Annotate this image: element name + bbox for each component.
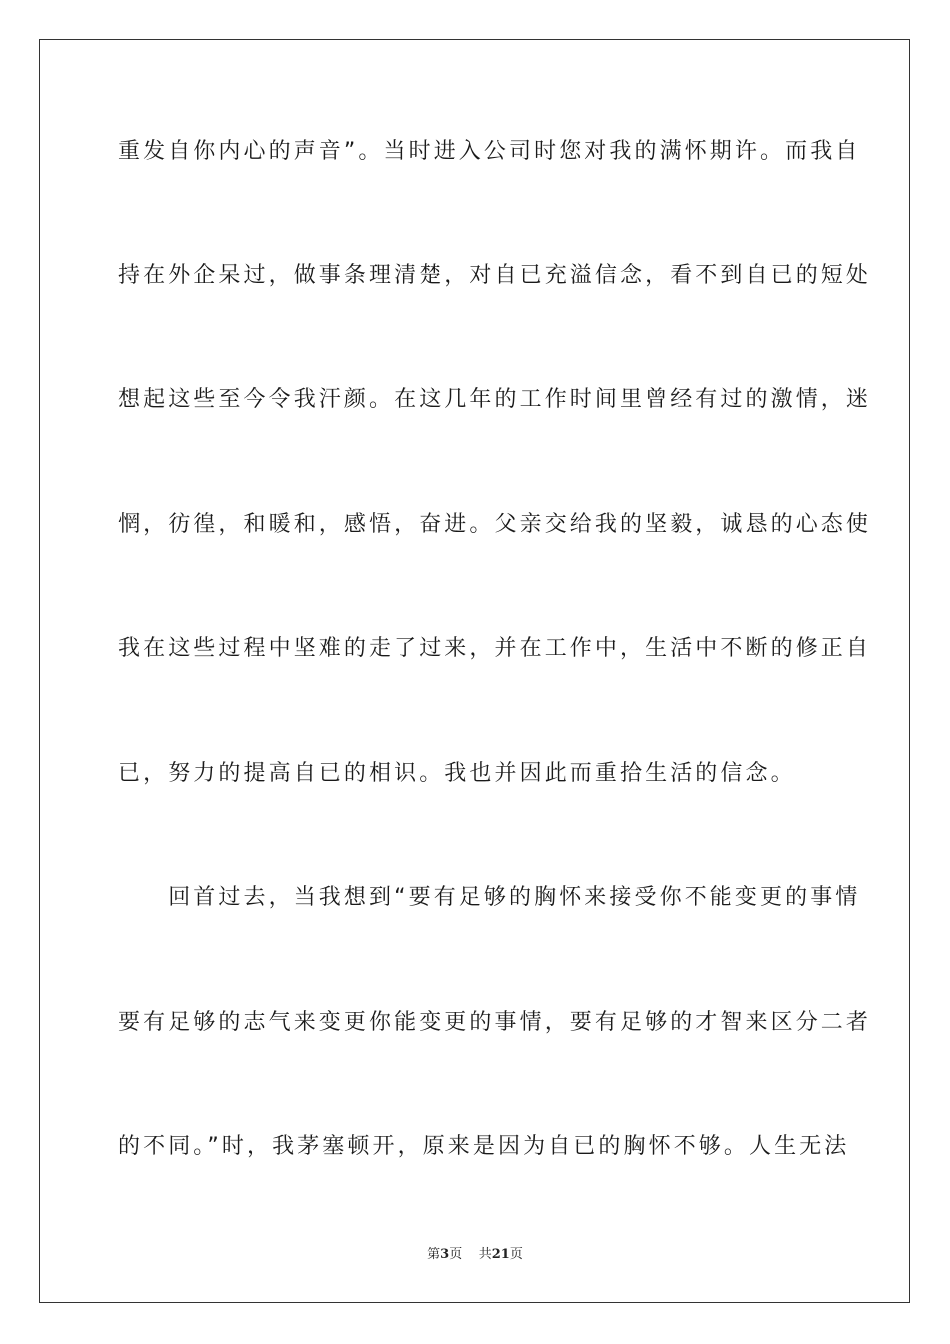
page-footer	[0, 1246, 950, 1264]
body-line-5: 我在这些过程中坚难的走了过来，并在工作中，生活中不断的修正自	[118, 636, 872, 661]
footer-prefix: 第	[427, 1247, 441, 1262]
page-border	[39, 39, 910, 1303]
body-line-3: 想起这些至今令我汗颜。在这几年的工作时间里曾经有过的激情，迷	[118, 387, 872, 412]
body-line-4: 惘，彷徨，和暖和，感悟，奋进。父亲交给我的坚毅，诚恳的心态使	[118, 512, 872, 537]
body-line-6: 已，努力的提高自已的相识。我也并因此而重拾生活的信念。	[118, 761, 796, 786]
current-page-number: 3	[440, 1247, 450, 1262]
footer-page-unit: 页	[449, 1247, 463, 1262]
body-line-7: 回首过去，当我想到“要有足够的胸怀来接受你不能变更的事情	[118, 885, 861, 910]
footer-total-unit: 页	[509, 1247, 523, 1262]
footer-total-prefix: 共	[478, 1247, 492, 1262]
body-line-2: 持在外企呆过，做事条理清楚，对自已充溢信念，看不到自已的短处	[118, 263, 872, 288]
body-line-9: 的不同。”时，我茅塞顿开，原来是因为自已的胸怀不够。人生无法	[118, 1134, 850, 1159]
body-line-8: 要有足够的志气来变更你能变更的事情，要有足够的才智来区分二者	[118, 1010, 872, 1035]
body-line-1: 重发自你内心的声音”。当时进入公司时您对我的满怀期许。而我自	[118, 139, 861, 164]
total-page-count: 21	[491, 1247, 510, 1262]
